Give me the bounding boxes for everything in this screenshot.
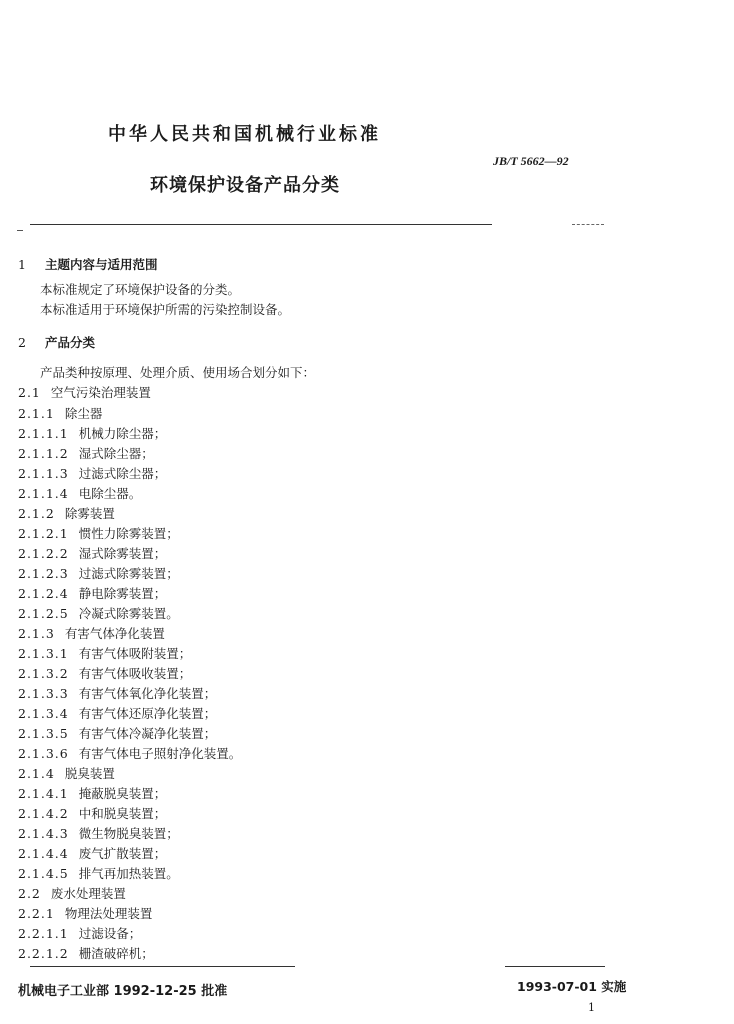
- content-line: [18, 383, 151, 401]
- clause-number: 2.1.1.4: [18, 486, 69, 501]
- clause-number: 2.1.2.1: [18, 526, 69, 541]
- content-line: [18, 604, 179, 622]
- content-line: [18, 884, 126, 902]
- clause-number: 2.1.3.4: [18, 706, 69, 721]
- clause-text: 除雾装置: [64, 506, 115, 521]
- clause-text: 过滤式除尘器；: [78, 466, 167, 481]
- clause-text: 有害气体还原净化装置；: [78, 706, 217, 721]
- content-line: [18, 584, 166, 602]
- content-line: [18, 684, 216, 702]
- standard-title: 中华人民共和国机械行业标准: [108, 124, 381, 145]
- clause-number: 2.1.2.5: [18, 606, 69, 621]
- clause-text: 空气污染治理装置: [50, 385, 151, 400]
- clause-number: 2.2.1: [18, 906, 55, 921]
- clause-text: 机械力除尘器；: [78, 426, 167, 441]
- clause-text: 排气再加热装置。: [78, 866, 179, 881]
- clause-number: 2.2.1.2: [18, 946, 69, 961]
- clause-text: 微生物脱臭装置；: [78, 826, 179, 841]
- clause-number: 2.1.4.1: [18, 786, 69, 801]
- clause-number: 2.1.2: [18, 506, 55, 521]
- content-line: [18, 544, 166, 562]
- clause-text: 本标准适用于环境保护所需的污染控制设备。: [40, 302, 291, 317]
- content-line: [18, 784, 166, 802]
- content-line: [18, 644, 191, 662]
- content-line: [18, 664, 191, 682]
- clause-number: 2.2.1.1: [18, 926, 69, 941]
- margin-tick: [17, 230, 23, 231]
- header-rule: [30, 224, 492, 225]
- content-line: [18, 464, 166, 482]
- content-line: [18, 864, 179, 882]
- content-line: [18, 624, 165, 642]
- header-rule-short: [572, 224, 604, 225]
- clause-number: 2.1.4.4: [18, 846, 69, 861]
- clause-number: 2.1: [18, 385, 41, 400]
- clause-number: 2.1.2.3: [18, 566, 69, 581]
- clause-number: 2.1.3: [18, 626, 55, 641]
- standard-code: JB/T 5662—92: [493, 154, 569, 168]
- content-line: [18, 904, 152, 922]
- content-line: [18, 944, 154, 962]
- clause-text: 有害气体吸附装置；: [78, 646, 192, 661]
- clause-text: 废气扩散装置；: [78, 846, 167, 861]
- content-line: [40, 280, 240, 298]
- clause-text: 掩蔽脱臭装置；: [78, 786, 167, 801]
- clause-number: 2.1.1: [18, 406, 55, 421]
- clause-text: 有害气体吸收装置；: [78, 666, 192, 681]
- clause-text: 产品分类: [44, 335, 95, 350]
- clause-text: 有害气体电子照射净化装置。: [78, 746, 242, 761]
- clause-text: 有害气体氧化净化装置；: [78, 686, 217, 701]
- clause-number: 2.1.3.6: [18, 746, 69, 761]
- content-line: [40, 363, 315, 381]
- approval-text: 机械电子工业部 1992-12-25 批准: [18, 984, 228, 999]
- content-line: [18, 744, 241, 762]
- clause-text: 栅渣破碎机；: [78, 946, 154, 961]
- clause-text: 主题内容与适用范围: [44, 257, 158, 272]
- clause-number: 1: [18, 257, 27, 272]
- clause-text: 本标准规定了环境保护设备的分类。: [40, 282, 241, 297]
- content-line: [18, 484, 141, 502]
- implementation-text: 1993-07-01 实施: [517, 979, 627, 994]
- clause-text: 惯性力除雾装置；: [78, 526, 179, 541]
- clause-text: 产品类种按原理、处理介质、使用场合划分如下：: [40, 365, 316, 380]
- clause-text: 冷凝式除雾装置。: [78, 606, 179, 621]
- content-line: [18, 844, 166, 862]
- content-line: [18, 764, 115, 782]
- content-line: [18, 724, 216, 742]
- clause-number: 2.1.4: [18, 766, 55, 781]
- content-line: [18, 333, 95, 351]
- clause-text: 湿式除雾装置；: [78, 546, 167, 561]
- content-line: [18, 524, 179, 542]
- clause-number: 2.1.3.1: [18, 646, 69, 661]
- clause-text: 电除尘器。: [78, 486, 142, 501]
- clause-text: 过滤式除雾装置；: [78, 566, 179, 581]
- clause-text: 静电除雾装置；: [78, 586, 167, 601]
- content-line: [40, 300, 290, 318]
- clause-number: 2.1.2.2: [18, 546, 69, 561]
- content-line: [18, 564, 179, 582]
- clause-text: 过滤设备；: [78, 926, 142, 941]
- clause-text: 物理法处理装置: [64, 906, 153, 921]
- footer-rule-right: [505, 966, 605, 967]
- content-line: [18, 804, 166, 822]
- clause-number: 2.1.1.1: [18, 426, 69, 441]
- content-line: [18, 404, 102, 422]
- clause-number: 2.1.4.2: [18, 806, 69, 821]
- content-line: [18, 824, 179, 842]
- clause-number: 2.2: [18, 886, 41, 901]
- clause-number: 2: [18, 335, 27, 350]
- content-line: [18, 255, 157, 273]
- content-line: [18, 424, 166, 442]
- footer-rule-left: [30, 966, 295, 967]
- clause-text: 中和脱臭装置；: [78, 806, 167, 821]
- clause-number: 2.1.2.4: [18, 586, 69, 601]
- clause-number: 2.1.1.3: [18, 466, 69, 481]
- content-line: [18, 704, 216, 722]
- clause-text: 有害气体冷凝净化装置；: [78, 726, 217, 741]
- clause-number: 2.1.3.3: [18, 686, 69, 701]
- clause-number: 2.1.3.2: [18, 666, 69, 681]
- clause-text: 废水处理装置: [50, 886, 126, 901]
- clause-number: 2.1.4.5: [18, 866, 69, 881]
- clause-number: 2.1.4.3: [18, 826, 69, 841]
- content-line: [18, 924, 141, 942]
- clause-text: 湿式除尘器；: [78, 446, 154, 461]
- document-title: 环境保护设备产品分类: [150, 175, 340, 196]
- page-number: 1: [588, 1001, 595, 1014]
- clause-number: 2.1.1.2: [18, 446, 69, 461]
- content-line: [18, 504, 115, 522]
- clause-text: 除尘器: [64, 406, 103, 421]
- clause-text: 有害气体净化装置: [64, 626, 165, 641]
- content-line: [18, 444, 154, 462]
- clause-number: 2.1.3.5: [18, 726, 69, 741]
- clause-text: 脱臭装置: [64, 766, 115, 781]
